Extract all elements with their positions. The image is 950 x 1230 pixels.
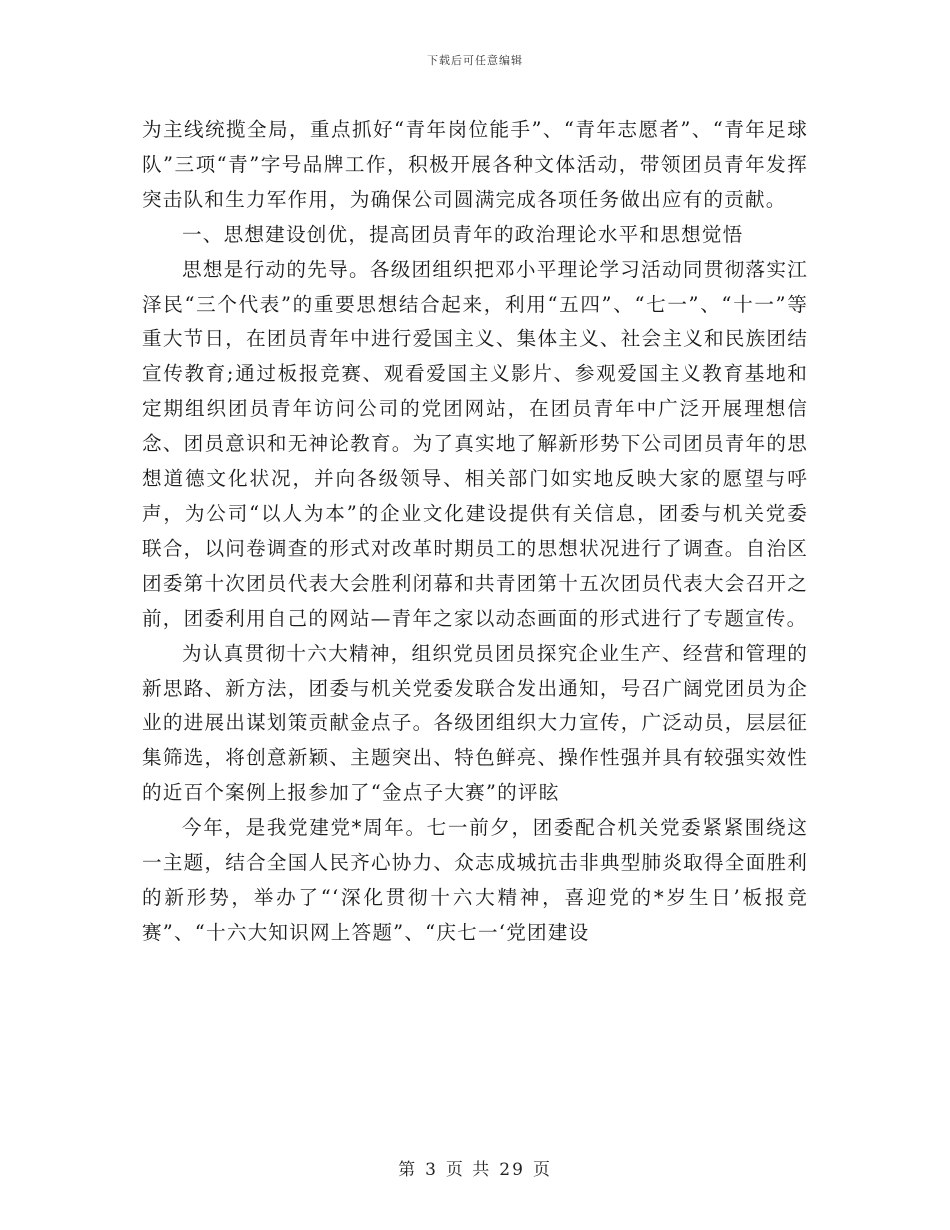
- section-heading: 一、思想建设创优，提高团员青年的政治理论水平和思想觉悟: [182, 222, 744, 246]
- document-body: [142, 113, 808, 951]
- page-number: 3: [425, 1160, 438, 1180]
- page-header: 下载后可任意编辑: [427, 54, 523, 67]
- page-label-suffix: 页: [532, 1160, 552, 1180]
- page-label-prefix: 第: [398, 1160, 418, 1180]
- total-pages: 29: [499, 1160, 525, 1180]
- paragraph-golden-ideas: 为认真贯彻十六大精神，组织党员团员探究企业生产、经营和管理的新思路、新方法，团委与机关党委发联合发出通知，号召广阔党团员为企业的进展出谋划策贡献金点子。各级团组织大力宣传，广泛动员，层层征集筛选，将创意新颖、主题突出、特色鲜亮、操作性强并具有较强实效性的近百个案例上报参加了“金点子大赛”的评眩: [142, 641, 808, 805]
- paragraph-thought-building: 思想是行动的先导。各级团组织把邓小平理论学习活动同贯彻落实江泽民“三个代表”的重要思想结合起来，利用“五四”、“七一”、“十一”等重大节日，在团员青年中进行爱国主义、集体主义、社会主义和民族团结宣传教育;通过板报竞赛、观看爱国主义影片、参观爱国主义教育基地和定期组织团员青年访问公司的党团网站，在团员青年中广泛开展理想信念、团员意识和无神论教育。为了真实地了解新形势下公司团员青年的思想道德文化状况，并向各级领导、相关部门如实地反映大家的愿望与呼声，为公司“以人为本”的企业文化建设提供有关信息，团委与机关党委联合，以问卷调查的形式对改革时期员工的思想状况进行了调查。自治区团委第十次团员代表大会胜利闭幕和共青团第十五次团员代表大会召开之前，团委利用自己的网站—青年之家以动态画面的形式进行了专题宣传。: [142, 257, 808, 630]
- paragraph-intro: 为主线统揽全局，重点抓好“青年岗位能手”、“青年志愿者”、“青年足球队”三项“青”字号品牌工作，积极开展各种文体活动，带领团员青年发挥突击队和生力军作用，为确保公司圆满完成各项任务做出应有的贡献。: [142, 118, 808, 211]
- paragraph-party-anniversary: 今年，是我党建党*周年。七一前夕，团委配合机关党委紧紧围绕这一主题，结合全国人民齐心协力、众志成城抗击非典型肺炎取得全面胜利的新形势，举办了“‘深化贯彻十六大精神，喜迎党的*岁生日’板报竞赛”、“十六大知识网上答题”、“庆七一‘党团建设: [142, 816, 808, 944]
- page-footer: [0, 1155, 950, 1180]
- page-label-middle: 页 共: [445, 1160, 492, 1180]
